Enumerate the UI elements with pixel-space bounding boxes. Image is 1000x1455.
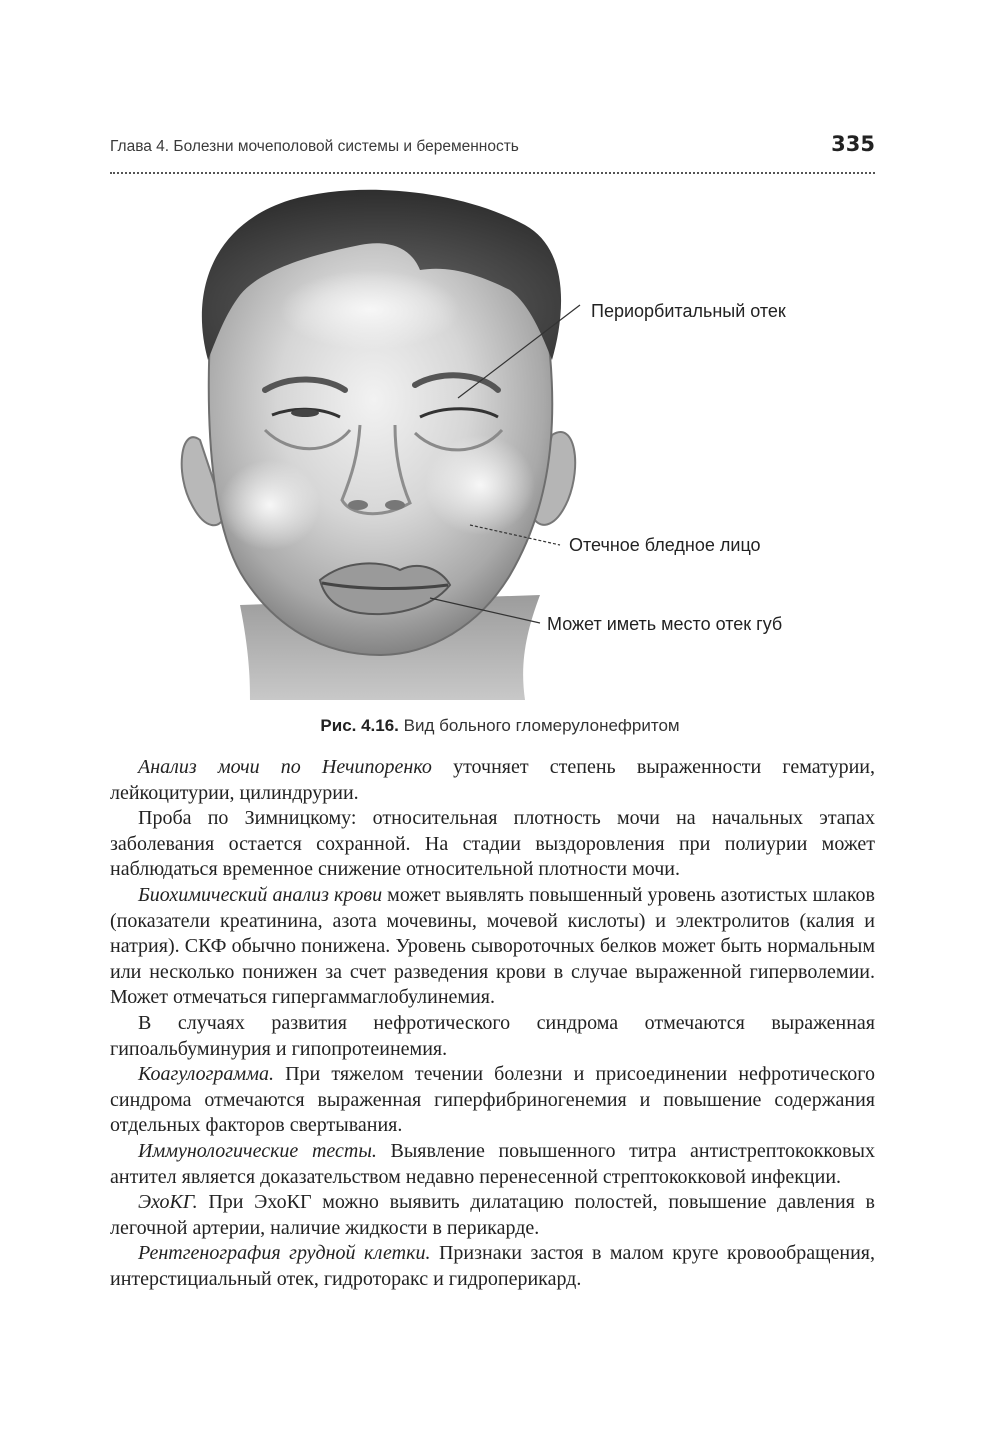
body-text xyxy=(110,755,875,1292)
figure-face-illustration xyxy=(180,185,840,705)
paragraph-text: При ЭхоКГ можно выявить дилатацию полостей, повышение давления в легочной артерии, наличие жидкости в перикарде. xyxy=(110,1191,875,1239)
paragraph xyxy=(110,1241,875,1292)
label-pale-face: Отечное бледное лицо xyxy=(569,535,761,555)
paragraph-lead: Иммунологические тесты. xyxy=(138,1139,377,1162)
paragraph-lead: Рентгенография грудной клетки. xyxy=(138,1242,431,1265)
label-lip-edema: Может иметь место отек губ xyxy=(547,614,783,634)
paragraph xyxy=(110,1062,875,1139)
paragraph-text: Признаки застоя в малом круге кровообращения, интерстициальный отек, гидроторакс и гидроперикард. xyxy=(110,1242,876,1290)
paragraph-lead: Биохимический анализ крови xyxy=(138,883,383,906)
paragraph-lead: Коагулограмма. xyxy=(138,1063,274,1086)
caption-label: Рис. 4.16. xyxy=(320,716,399,735)
paragraph-text: В случаях развития нефротического синдрома отмечаются выраженная гипоальбуминурия и гипопротеинемия. xyxy=(110,1011,875,1060)
page-header xyxy=(110,132,875,174)
paragraph xyxy=(110,1011,875,1062)
paragraph-lead: Анализ мочи по Нечипоренко xyxy=(138,756,432,778)
paragraph-text: Выявление повышенного титра антистрептококковых антител является доказательством недавно перенесенной стрептококковой инфекции. xyxy=(110,1139,875,1188)
caption-text: Вид больного гломерулонефритом xyxy=(403,716,680,735)
paragraph-lead: ЭхоКГ. xyxy=(138,1191,198,1214)
page-number: 335 xyxy=(831,132,875,156)
paragraph xyxy=(110,1190,875,1241)
running-head: Глава 4. Болезни мочеполовой системы и беременность xyxy=(110,138,519,155)
paragraph xyxy=(110,806,875,883)
paragraph xyxy=(110,755,875,806)
label-periorbital-edema: Периорбитальный отек xyxy=(591,301,786,321)
paragraph xyxy=(110,883,875,1011)
paragraph xyxy=(110,1139,875,1190)
paragraph-text: может выявлять повышенный уровень азотистых шлаков (показатели креатинина, азота мочевины, мочевой кислоты) и электролитов (калия и натрия). СКФ обычно понижена. Уровень сывороточных белков может быть нормальным или несколько понижен за счет разведения крови в случае выраженной гиперволемии. Может отмечаться гипергаммаглобулинемия. xyxy=(110,883,875,1009)
paragraph-text: уточняет степень выраженности гематурии, лейкоцитурии, цилиндрурии. xyxy=(110,756,875,804)
paragraph-text: Проба по Зимницкому: относительная плотность мочи на начальных этапах заболевания остается сохранной. На стадии выздоровления при полиурии может наблюдаться временное снижение относительной плотности мочи. xyxy=(110,807,875,881)
figure-caption xyxy=(0,716,1000,736)
paragraph-text: При тяжелом течении болезни и присоединении нефротического синдрома отмечаются выраженная гиперфибриногенемия и повышение содержания отдельных факторов свертывания. xyxy=(110,1063,875,1137)
